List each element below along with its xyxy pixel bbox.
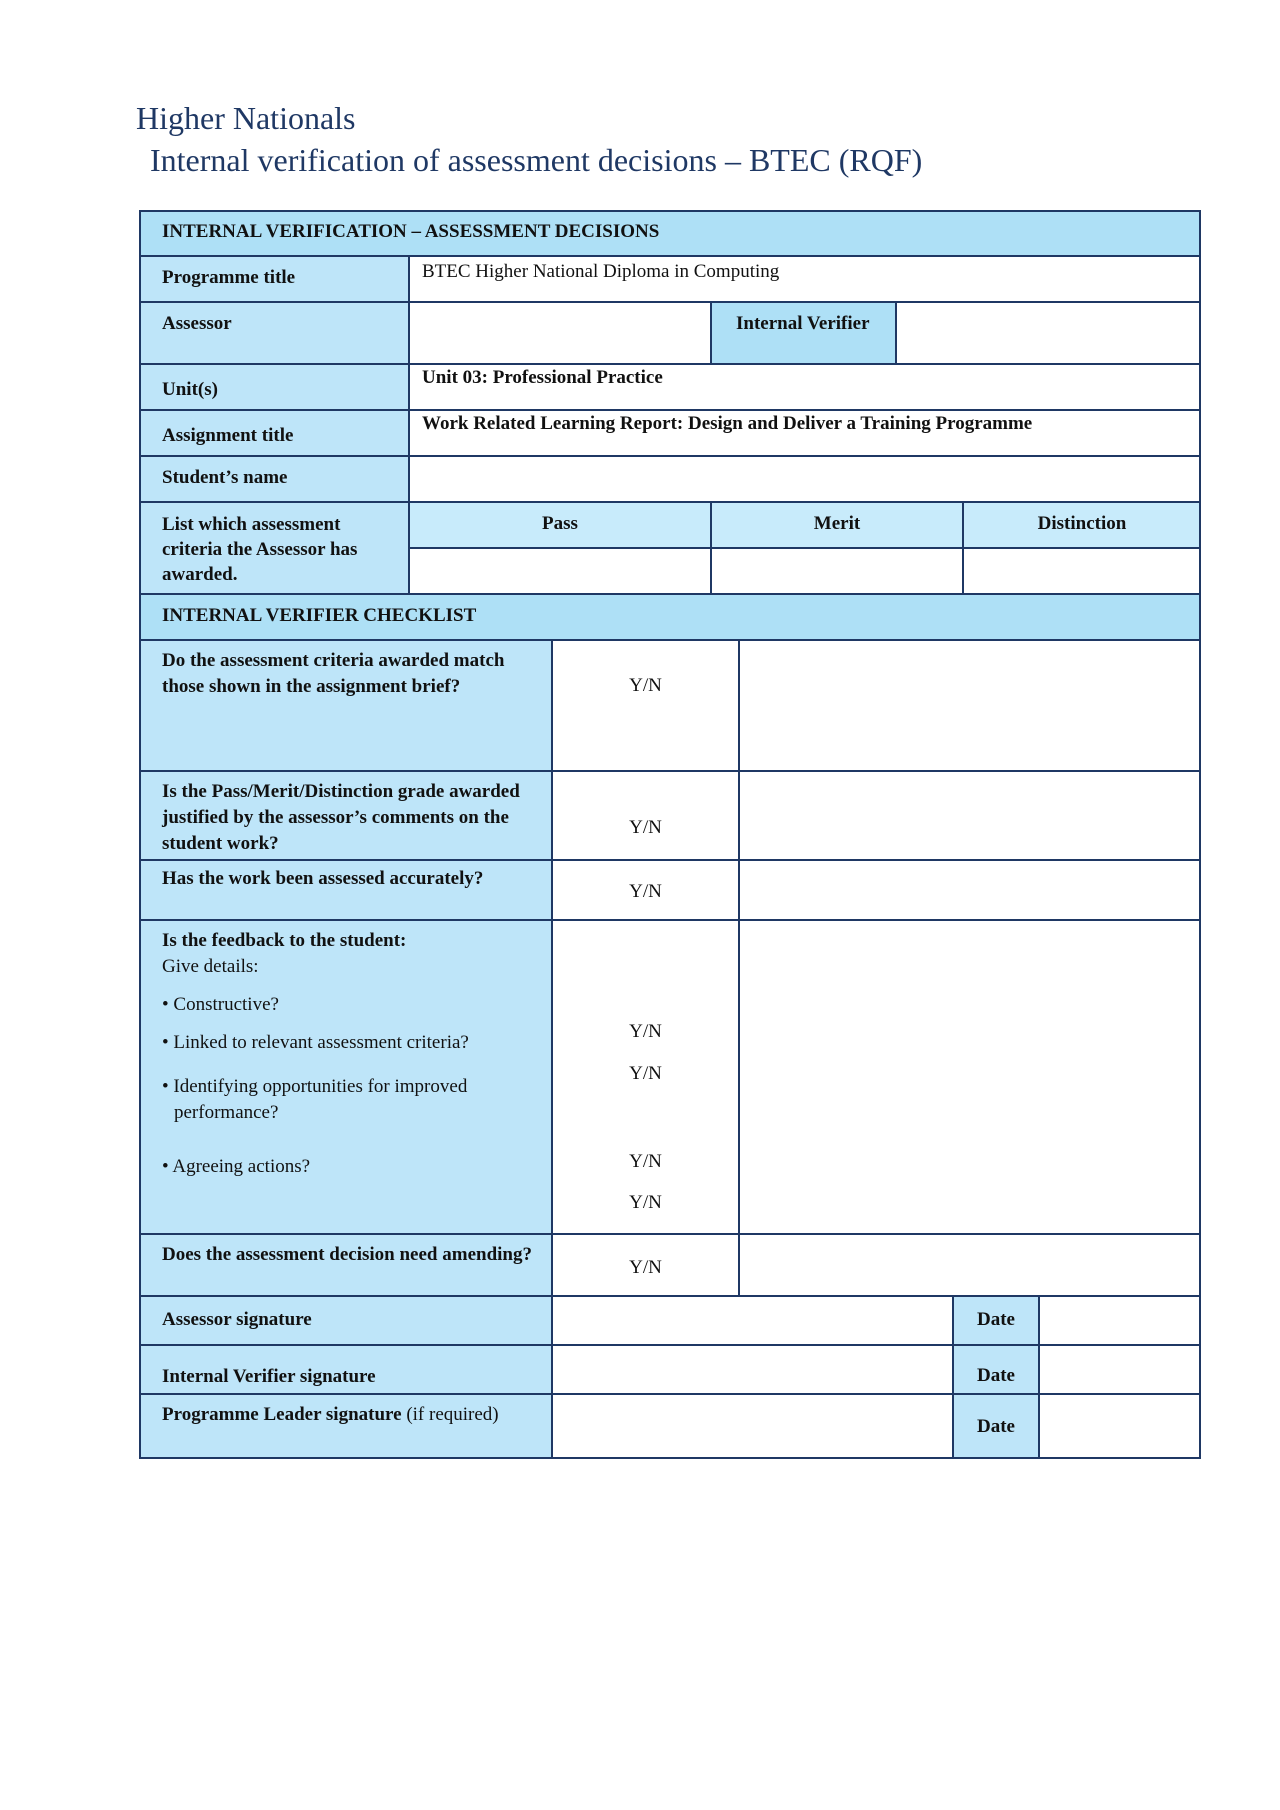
student-name-field[interactable]	[409, 456, 1201, 502]
programme-leader-signature-text: Programme Leader signature	[162, 1404, 402, 1425]
student-name-label: Student’s name	[139, 456, 409, 502]
programme-title-field[interactable]: BTEC Higher National Diploma in Computing	[409, 256, 1201, 302]
feedback-bullet-opportunities: • Identifying opportunities for improved performance?	[162, 1076, 468, 1123]
yn-answer: Y/N	[629, 1257, 662, 1278]
comment-field-decision-amending[interactable]	[739, 1234, 1201, 1296]
programme-leader-date-label: Date	[953, 1394, 1039, 1459]
assessor-date-label: Date	[953, 1296, 1039, 1345]
yn-answer-opportunities: Y/N	[629, 1151, 662, 1172]
programme-leader-signature-label	[139, 1394, 552, 1459]
yn-answer: Y/N	[629, 675, 662, 696]
grade-field-merit[interactable]	[711, 548, 963, 594]
assessor-date-field[interactable]	[1039, 1296, 1201, 1345]
internal-verifier-label: Internal Verifier	[711, 302, 896, 364]
feedback-bullet-constructive: • Constructive?	[162, 994, 279, 1015]
comment-field-feedback[interactable]	[739, 920, 1201, 1234]
yn-answer-constructive: Y/N	[629, 1021, 662, 1042]
criteria-awarded-label: List which assessment criteria the Assessor has awarded.	[139, 502, 409, 594]
checklist-question-assessed-accurately: Has the work been assessed accurately?	[139, 860, 552, 920]
comment-field-criteria-match[interactable]	[739, 640, 1201, 771]
section-header-assessment-decisions: INTERNAL VERIFICATION – ASSESSMENT DECISIONS	[139, 210, 1201, 256]
comment-field-assessed-accurately[interactable]	[739, 860, 1201, 920]
feedback-note: Give details:	[162, 956, 259, 977]
feedback-bullet-linked-criteria: • Linked to relevant assessment criteria?	[162, 1032, 469, 1053]
grade-header-pass: Pass	[409, 502, 711, 548]
units-label: Unit(s)	[139, 364, 409, 410]
yn-answer: Y/N	[629, 881, 662, 902]
programme-leader-date-field[interactable]	[1039, 1394, 1201, 1459]
answer-cell-assessed-accurately[interactable]	[552, 860, 739, 920]
grade-field-distinction[interactable]	[963, 548, 1201, 594]
checklist-question-feedback	[139, 920, 552, 1234]
yn-answer: Y/N	[629, 817, 662, 838]
units-field[interactable]: Unit 03: Professional Practice	[409, 364, 1201, 410]
grade-header-merit: Merit	[711, 502, 963, 548]
document-title: Higher Nationals	[136, 100, 356, 136]
feedback-question: Is the feedback to the student:	[162, 930, 407, 951]
answer-cell-criteria-match[interactable]	[552, 640, 739, 771]
comment-field-grade-justified[interactable]	[739, 771, 1201, 860]
yn-answer-agreeing-actions: Y/N	[629, 1192, 662, 1213]
assessor-field[interactable]	[409, 302, 711, 364]
assignment-title-field[interactable]: Work Related Learning Report: Design and Deliver a Training Programme	[409, 410, 1201, 456]
internal-verifier-date-label: Date	[953, 1345, 1039, 1394]
programme-leader-signature-field[interactable]	[552, 1394, 953, 1459]
internal-verifier-signature-label: Internal Verifier signature	[139, 1345, 552, 1394]
internal-verifier-field[interactable]	[896, 302, 1201, 364]
yn-answer-linked-criteria: Y/N	[629, 1063, 662, 1084]
assessor-signature-label: Assessor signature	[139, 1296, 552, 1345]
internal-verifier-signature-field[interactable]	[552, 1345, 953, 1394]
grade-field-pass[interactable]	[409, 548, 711, 594]
answer-cell-decision-amending[interactable]	[552, 1234, 739, 1296]
answer-cell-grade-justified[interactable]	[552, 771, 739, 860]
grade-header-distinction: Distinction	[963, 502, 1201, 548]
programme-leader-signature-suffix: (if required)	[401, 1404, 499, 1425]
internal-verifier-date-field[interactable]	[1039, 1345, 1201, 1394]
section-header-verifier-checklist: INTERNAL VERIFIER CHECKLIST	[139, 594, 1201, 640]
assignment-title-label: Assignment title	[139, 410, 409, 456]
assessor-signature-field[interactable]	[552, 1296, 953, 1345]
document-subtitle: Internal verification of assessment decisions – BTEC (RQF)	[150, 142, 923, 178]
checklist-question-decision-amending: Does the assessment decision need amending?	[139, 1234, 552, 1296]
checklist-question-criteria-match: Do the assessment criteria awarded match those shown in the assignment brief?	[139, 640, 552, 771]
programme-title-label: Programme title	[139, 256, 409, 302]
feedback-bullet-agreeing-actions: • Agreeing actions?	[162, 1156, 311, 1177]
answer-cell-feedback[interactable]	[552, 920, 739, 1234]
checklist-question-grade-justified: Is the Pass/Merit/Distinction grade awarded justified by the assessor’s comments on the student work?	[139, 771, 552, 860]
assessor-label: Assessor	[139, 302, 409, 364]
